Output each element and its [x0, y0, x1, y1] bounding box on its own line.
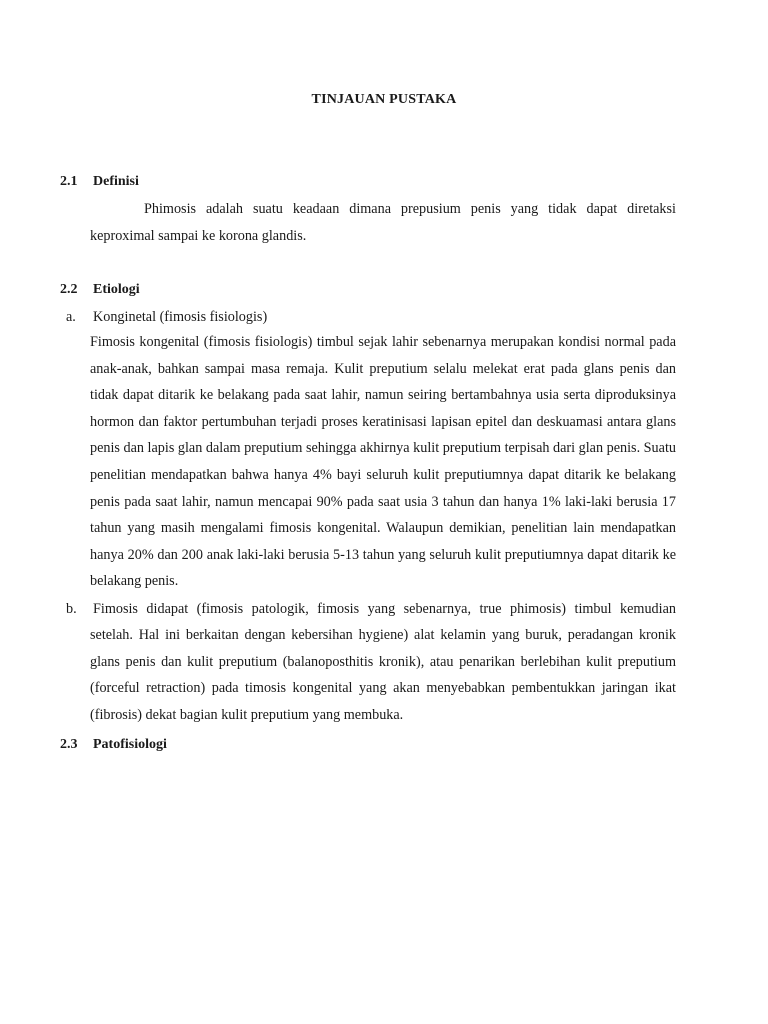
definisi-paragraph: Phimosis adalah suatu keadaan dimana prepusium penis yang tidak dapat diretaksi keproximal sampai ke korona glandis.	[90, 201, 676, 244]
page-title: TINJAUAN PUSTAKA	[311, 92, 457, 107]
konginetal-paragraph: Fimosis kongenital (fimosis fisiologis) timbul sejak lahir sebenarnya merupakan kondisi normal pada anak-anak, bahkan sampai masa remaja. Kulit preputium selalu melekat erat pada glans penis dan tidak dapat ditarik ke belakang pada saat lahir, namun seiring bertambahnya usia serta diproduksinya hormon dan faktor pertumbuhan terjadi proses keratinisasi lapisan epitel dan deskuamasi antara glans penis dan lapis glan dalam preputium sehingga akhirnya kulit preputium terpisah dari glan penis. Suatu penelitian mendapatkan bahwa hanya 4% bayi seluruh kulit preputiumnya dapat ditarik ke belakang penis pada saat lahir, namun mencapai 90% pada saat usia 3 tahun dan hanya 1% laki-laki berusia 17 tahun yang masih mengalami fimosis kongenital. Walaupun demikian, penelitian lain mendapatkan hanya 20% dan 200 anak laki-laki berusia 5-13 tahun yang seluruh kulit preputiumnya dapat ditarik ke belakang penis.	[90, 334, 676, 590]
didapat-paragraph: setelah. Hal ini berkaitan dengan kebersihan hygiene) alat kelamin yang buruk, peradangan kronik glans penis dan kulit preputium (balanoposthitis kronik), atau penarikan berlebihan kulit preputium (forceful retraction) pada timosis kongenital yang akan menyebabkan pembentukkan jaringan ikat (fibrosis) dekat bagian kulit preputium yang membuka.	[90, 627, 676, 723]
list-item-title-konginetal: Konginetal (fimosis fisiologis)	[93, 309, 268, 325]
list-item-first-line-didapat: Fimosis didapat (fimosis patologik, fimosis yang sebenarnya, true phimosis) timbul kemudian	[93, 601, 676, 617]
section-number: 2.2	[60, 282, 78, 297]
section-title: Etiologi	[93, 282, 140, 297]
section-title: Definisi	[93, 174, 139, 189]
section-heading-etiologi	[60, 282, 140, 298]
section-title: Patofisiologi	[93, 737, 167, 752]
section-heading-patofisiologi	[60, 737, 167, 753]
section-number: 2.3	[60, 737, 78, 752]
list-marker-b: b.	[66, 601, 77, 617]
section-heading-definisi	[60, 174, 139, 190]
section-number: 2.1	[60, 174, 78, 189]
list-marker-a: a.	[66, 309, 76, 325]
